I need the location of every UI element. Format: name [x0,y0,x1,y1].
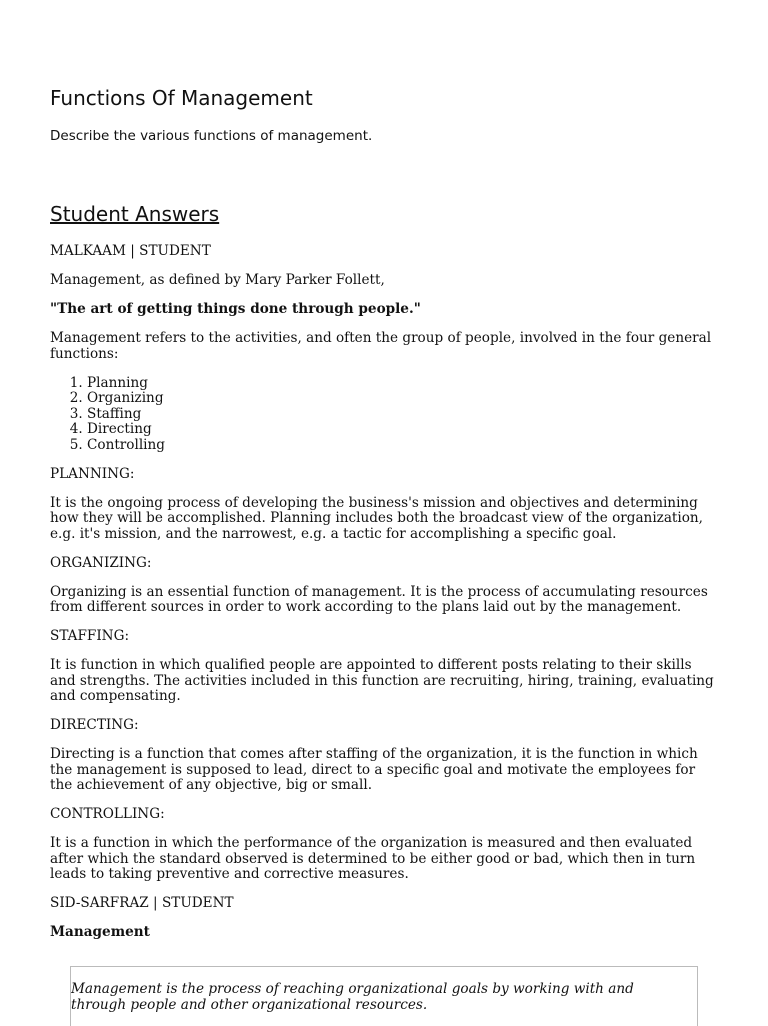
answer-author: SID-SARFRAZ | STUDENT [50,895,234,911]
section-text-directing: Directing is a function that comes after staffing of the organization, it is the function in which the management is supposed to lead, direct to a specific goal and motivate the employees for the achievement of any objective, big or small. [50,746,698,793]
section-text-controlling: It is a function in which the performance of the organization is measured and then evaluated after which the standard observed is determined to be either good or bad, which then in turn leads to taking preventive and corrective measures. [50,835,696,882]
answer-intro: Management, as defined by Mary Parker Follett, [50,272,385,288]
answer-refers: Management refers to the activities, and often the group of people, involved in the four general functions: [50,330,712,362]
section-text-planning: It is the ongoing process of developing the business's mission and objectives and determining how they will be accomplished. Planning includes both the broadcast view of the organization, e.g. it's mission, and the narrowest, e.g. a tactic for accomplishing a specific goal. [50,494,703,542]
section-text-staffing: It is function in which qualified people are appointed to different posts relating to their skills and strengths. The activities included in this function are recruiting, hiring, training, evaluating and compensating. [50,657,714,704]
functions-list [50,376,718,454]
section-text-organizing: Organizing is an essential function of management. It is the process of accumulating resources from different sources in order to work according to the plans laid out by the management. [50,583,708,615]
section-heading-directing: DIRECTING: [50,717,139,733]
answers-content [50,244,718,954]
answer-author: MALKAAM | STUDENT [50,243,211,259]
list-item: 2. Organizing [87,391,718,407]
list-item: 3. Staffing [87,407,718,423]
blockquote [70,966,698,1026]
question-title: Functions Of Management [50,86,313,110]
section-heading-planning: PLANNING: [50,465,135,482]
answer-quote: "The art of getting things done through people." [50,301,421,317]
blockquote-text: Management is the process of reaching organizational goals by working with and through people and other organizational resources. [71,981,634,1013]
answer-heading: Management [50,924,150,940]
list-item: 1. Planning [87,376,718,392]
question-description: Describe the various functions of management. [50,128,373,144]
student-answers-heading: Student Answers [50,202,220,226]
list-item: 5. Controlling [87,438,718,454]
list-item: 4. Directing [87,422,718,438]
section-heading-organizing: ORGANIZING: [50,554,152,571]
section-heading-controlling: CONTROLLING: [50,806,165,822]
section-heading-staffing: STAFFING: [50,628,130,644]
